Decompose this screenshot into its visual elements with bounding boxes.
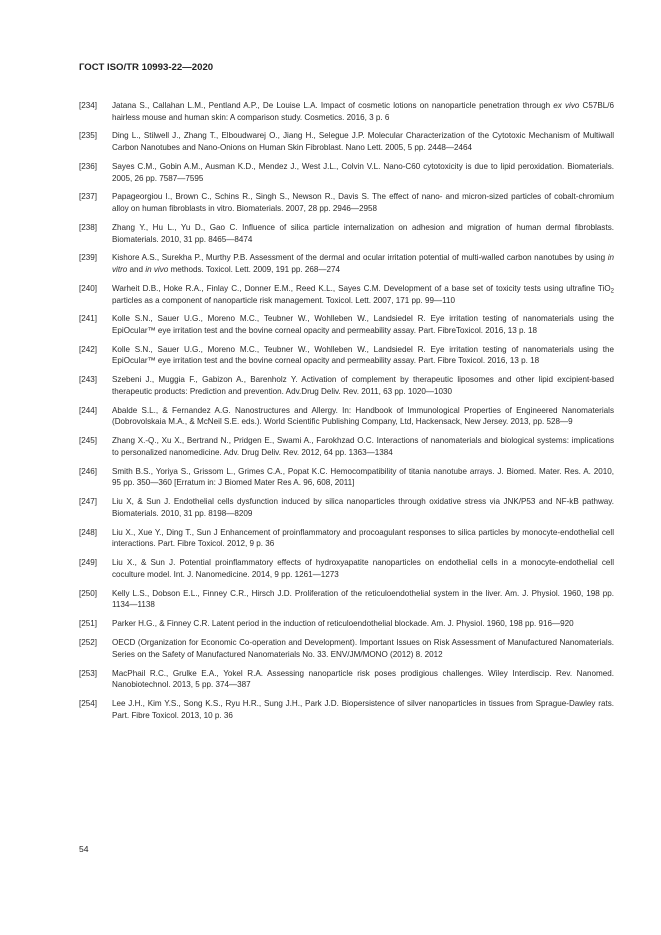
- reference-number: [254]: [79, 699, 98, 709]
- reference-number: [250]: [79, 588, 98, 598]
- reference-number: [237]: [79, 192, 98, 202]
- reference-item: [243] Szebeni J., Muggia F., Gabizon A., Barenholz Y. Activation of complement by therapeutic liposomes and other lipid excipient-based therapeutic products: Prediction and prevention. Adv.Drug Deliv. Rev. 2011, 63 pp. 1020—1030: [79, 375, 614, 396]
- reference-list: [79, 100, 614, 729]
- reference-item: [242] Kolle S.N., Sauer U.G., Moreno M.C., Teubner W., Wohlleben W., Landsiedel R. Eye irritation testing of nanomaterials using the EpiOcular™ eye irritation test and the bovine corneal opacity and permeability assay. Part. Fibre Toxicol. 2016, 13 p. 18: [79, 344, 614, 366]
- reference-number: [253]: [79, 668, 98, 678]
- reference-number: [240]: [79, 283, 98, 293]
- reference-item: [235] Ding L., Stilwell J., Zhang T., Elboudwarej O., Jiang H., Selegue J.P. Molecular Characterization of the Cytotoxic Mechanism of Multiwall Carbon Nanotubes and Nano-Onions on Human Skin Fibroblast. Nano Lett. 2005, 5 pp. 2448—2464: [79, 131, 614, 153]
- page-number: 54: [79, 844, 89, 854]
- reference-item: [249] Liu X., & Sun J. Potential proinflammatory effects of hydroxyapatite nanoparticles on endothelial cells in a monocyte-endothelial cell coculture model. Int. J. Nanomedicine. 2014, 9 pp. 1261—1273: [79, 558, 614, 579]
- reference-item: [238] Zhang Y., Hu L., Yu D., Gao C. Influence of silica particle internalization on adhesion and migration of human dermal fibroblasts. Biomaterials. 2010, 31 pp. 8465—8474: [79, 222, 614, 244]
- reference-number: [239]: [79, 253, 98, 263]
- reference-number: [246]: [79, 466, 98, 476]
- reference-item: [241] Kolle S.N., Sauer U.G., Moreno M.C., Teubner W., Wohlleben W., Landsiedel R. Eye irritation testing of nanomaterials using the EpiOcular™ eye irritation test and the bovine corneal opacity and permeability assay. Part. FibreToxicol. 2016, 13 p. 18: [79, 314, 614, 335]
- reference-number: [242]: [79, 344, 98, 354]
- reference-number: [238]: [79, 222, 98, 232]
- reference-item: [234] Jatana S., Callahan L.M., Pentland A.P., De Louise L.A. Impact of cosmetic lotions on nanoparticle penetration through ex vivo C57BL/6 hairless mouse and human skin: A comparison study. Cosmetics. 2016, 3 p. 6: [79, 101, 614, 122]
- reference-item: [246] Smith B.S., Yoriya S., Grissom L., Grimes C.A., Popat K.C. Hemocompatibility of titania nanotube arrays. J. Biomed. Mater. Res. A. 2010, 95 pp. 350—360 [Erratum in: J Biomed Mater Res A. 96, 608, 2011]: [79, 466, 614, 488]
- reference-number: [235]: [79, 131, 98, 141]
- reference-item: [244] Abalde S.L., & Fernandez A.G. Nanostructures and Allergy. In: Handbook of Immunological Properties of Engineered Nanomaterials (Dobrovolskaia M.A., & McNeil S.E. eds.). World Scientific Publishing Company, Ltd, Hackensack, New Jersey. 2013, pp. 528—9: [79, 405, 614, 427]
- reference-item: [253] MacPhail R.C., Grulke E.A., Yokel R.A. Assessing nanoparticle risk poses prodigious challenges. Wiley Interdiscip. Rev. Nanomed. Nanobiotechnol. 2013, 5 pp. 374—387: [79, 668, 614, 690]
- reference-number: [249]: [79, 558, 98, 568]
- reference-item: [250] Kelly L.S., Dobson E.L., Finney C.R., Hirsch J.D. Proliferation of the reticuloendothelial system in the liver. Am. J. Physiol. 1960, 198 pp. 1134—1138: [79, 588, 614, 610]
- reference-item: [240] Warheit D.B., Hoke R.A., Finlay C., Donner E.M., Reed K.L., Sayes C.M. Development of a base set of toxicity tests using ultrafine TiO$_2$ particles as a component of nanoparticle risk management. Toxicol. Lett. 2007, 171 pp. 99—110: [79, 283, 614, 305]
- reference-number: [241]: [79, 314, 98, 324]
- reference-number: [247]: [79, 497, 98, 507]
- reference-number: [245]: [79, 436, 98, 446]
- reference-number: [251]: [79, 619, 98, 629]
- reference-item: [245] Zhang X.-Q., Xu X., Bertrand N., Pridgen E., Swami A., Farokhzad O.C. Interactions of nanomaterials and biological systems: implications to personalized nanomedicine. Adv. Drug Deliv. Rev. 2012, 64 pp. 1363—1384: [79, 436, 614, 457]
- reference-number: [248]: [79, 527, 98, 537]
- reference-number: [252]: [79, 638, 98, 648]
- reference-number: [236]: [79, 161, 98, 171]
- reference-item: [236] Sayes C.M., Gobin A.M., Ausman K.D., Mendez J., West J.L., Colvin V.L. Nano-C60 cytotoxicity is due to lipid peroxidation. Biomaterials. 2005, 26 pp. 7587—7595: [79, 161, 614, 183]
- page-header: ГОСТ ISO/TR 10993-22—2020: [79, 62, 214, 73]
- reference-number: [243]: [79, 375, 98, 385]
- reference-item: [248] Liu X., Xue Y., Ding T., Sun J Enhancement of proinflammatory and procoagulant responses to silica particles by monocyte-endothelial cell interactions. Part. Fibre Toxicol. 2012, 9 p. 36: [79, 527, 614, 549]
- reference-item: [252] OECD (Organization for Economic Co-operation and Development). Important Issues on Risk Assessment of Manufactured Nanomaterials. Series on the Safety of Manufactured Nanomaterials No. 33. ENV/JM/MONO (2012) 8. 2012: [79, 638, 614, 659]
- reference-item: [247] Liu X, & Sun J. Endothelial cells dysfunction induced by silica nanoparticles through oxidative stress via JNK/P53 and NF-kB pathway. Biomaterials. 2010, 31 pp. 8198—8209: [79, 497, 614, 518]
- reference-item: [237] Papageorgiou I., Brown C., Schins R., Singh S., Newson R., Davis S. The effect of nano- and micron-sized particles of cobalt-chromium alloy on human fibroblasts in vitro. Biomaterials. 2007, 28 pp. 2946—2958: [79, 192, 614, 214]
- reference-number: [234]: [79, 101, 98, 110]
- reference-item: [239] Kishore A.S., Surekha P., Murthy P.B. Assessment of the dermal and ocular irritation potential of multi-walled carbon nanotubes by using in vitro and in vivo methods. Toxicol. Lett. 2009, 191 pp. 268—274: [79, 253, 614, 275]
- reference-item: [254] Lee J.H., Kim Y.S., Song K.S., Ryu H.R., Sung J.H., Park J.D. Biopersistence of silver nanoparticles in tissues from Sprague-Dawley rats. Part. Fibre Toxicol. 2013, 10 p. 36: [79, 699, 614, 720]
- reference-item: [251] Parker H.G., & Finney C.R. Latent period in the induction of reticuloendothelial blockade. Am. J. Physiol. 1960, 198 pp. 916—920: [79, 619, 574, 629]
- reference-number: [244]: [79, 405, 98, 415]
